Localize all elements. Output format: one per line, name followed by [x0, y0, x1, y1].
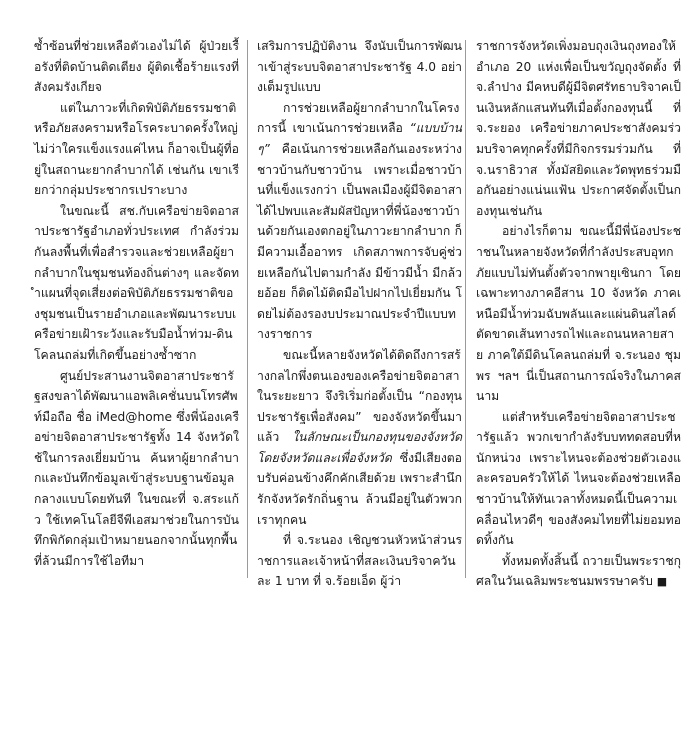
paragraph: ศูนย์ประสานงานจิตอาสาประชารัฐสงขลาได้พัฒนาแอพลิเคชั่นบนโทรศัพท์มือถือ ชื่อ iMed@home ซึ่งพี่น้องเครือข่ายจิตอาสาประชารัฐทั้ง 14 จังหวัดใช้ในการลงเยี่ยมบ้าน ค้นหาผู้ยากลำบากและบันทึกข้อมูลเข้าสู่ระบบฐานข้อมูลกลางแบบโดยทันที ในขณะที่ จ.สระแก้ว ใช้เทคโนโลยีจีพีเอสมาช่วยในการบันทึกพิกัดกลุ่มเป้าหมายนอกจากนั้นทุกพื้นที่ล้วนมีการใช้ไอทีมา — [34, 368, 239, 568]
paragraph — [476, 551, 681, 593]
text-run: ซึ่งมีเสียงตอบรับค่อนข้างคึกคักเสียด้วย เพราะสำนึกรักจังหวัดรักถิ่นฐาน ล้วนมีอยู่ในตัวพวกเราทุกคน — [257, 450, 462, 527]
paragraph: อย่างไรก็ตาม ขณะนี้มีพี่น้องประชาชนในหลายจังหวัดที่กำลังประสบอุทกภัยแบบไม่ทันตั้งตัวจากพายุเซินกา โดยเฉพาะทางภาคอีสาน 10 จังหวัด ภาคเหนือมีน้ำท่วมฉับพลันและแผ่นดินสไลด์ตัดขาดเส้นทางรถไฟและถนนหลายสาย ภาคใต้มีดินโคลนถล่มที่ จ.ระนอง ชุมพร ฯลฯ นี่เป็นสถานการณ์จริงในภาคสนาม — [476, 224, 681, 404]
paragraph — [257, 345, 462, 530]
text-run: ทั้งหมดทั้งสิ้นนี้ ถวายเป็นพระราชกุศลในวันเฉลิมพระชนมพรรษาครับ — [476, 553, 681, 589]
text-run: คือเน้นการช่วยเหลือกันเองระหว่างชาวบ้านกับชาวบ้าน เพราะเมื่อชาวบ้านที่แข็งแรงกว่า เป็นพลเมืองผู้มีจิตอาสา ได้ไปพบและสัมผัสปัญหาที่พี่น้องชาวบ้านด้วยกันเองตกอยู่ในภาวะยากลำบาก ก็มีความเอื้ออาทร เกิดสภาพการจับคู่ช่วยเหลือกันไปตามกำลัง มีข้าวมีน้ำ มีกล้วยอ้อย ก็ติดไม้ติดมือไปฝากไปเยี่ยมกัน โดยไม่ต้องรองบประมาณประจำปีแบบทางราชการ — [257, 141, 462, 342]
emphasis-text: ในลักษณะเป็นกองทุนของจังหวัด โดยจังหวัดและเพื่อจังหวัด — [257, 430, 462, 465]
article-column-2 — [257, 36, 462, 592]
paragraph: แต่สำหรับเครือข่ายจิตอาสาประชารัฐแล้ว พวกเขากำลังรับบททดสอบที่หนักหน่วง เพราะไหนจะต้องช่วยตัวเองและครอบครัวให้ได้ ไหนจะต้องช่วยเหลือชาวบ้านให้ทันเวลาทั้งหมดนี้เป็นความเคลื่อนไหวดีๆ ของสังคมไทยที่ไม่ยอมทอดทิ้งกัน — [476, 409, 681, 548]
paragraph: ที่ จ.ระนอง เชิญชวนหัวหน้าส่วนราชการและเจ้าหน้าที่สละเงินบริจาควันละ 1 บาท ที่ จ.ร้อยเอ็ด ผู้ว่า — [257, 533, 462, 589]
paragraph: แต่ในภาวะที่เกิดพิบัติภัยธรรมชาติหรือภัยสงครามหรือโรคระบาดครั้งใหญ่ ไม่ว่าใครแข็งแรงแค่ไหน ก็อาจเป็นผู้ที่อยู่ในสถานะยากลำบากได้ เช่นกัน เขาเรียกว่ากลุ่มประชากรเปราะบาง — [34, 100, 239, 198]
emphasis-text: “แบบบ้านๆ” — [257, 121, 462, 156]
paragraph: ราชการจังหวัดเพิ่งมอบถุงเงินถุงทองให้อำเภอ 20 แห่งเพื่อเป็นขวัญถุงจัดตั้ง ที่ จ.ลำปาง มีคหบดีผู้มีจิตศรัทธาบริจาคเป็นเงินหลักแสนทันทีเมื่อตั้งกองทุนนี้ ที่ จ.ระยอง เครือข่ายภาคประชาสังคมร่วมบริจาคทุกครั้งที่มีกิจกรรมร่วมกัน ที่ จ.นราธิวาส ทั้งมัสยิดและวัดพุทธร่วมมือกันอย่างแน่นแฟ้น ประกาศจัดตั้งเป็นกองทุนเช่นกัน — [476, 39, 681, 218]
paragraph: ซ้ำซ้อนที่ช่วยเหลือตัวเองไม่ได้ ผู้ป่วยเรื้อรังที่ติดบ้านติดเตียง ผู้ติดเชื้อร้ายแรงที่สังคมรังเกียจ — [34, 39, 239, 95]
article-column-1 — [34, 36, 239, 571]
column-divider-left — [247, 40, 248, 578]
column-divider-right — [465, 40, 466, 578]
paragraph: เสริมการปฏิบัติงาน จึงนับเป็นการพัฒนาเข้าสู่ระบบจิตอาสาประชารัฐ 4.0 อย่างเต็มรูปแบบ — [257, 39, 462, 95]
end-of-article-mark: ■ — [656, 575, 668, 589]
text-run: การช่วยเหลือผู้ยากลำบากในโครงการนี้ เขาเน้นการช่วยเหลือ — [257, 100, 460, 136]
text-run: ขณะนี้หลายจังหวัดได้ติดถึงการสร้างกลไกพึ่งตนเองของเครือข่ายจิตอาสาในระยะยาว จึงริเริ่มก่อตั้งเป็น “กองทุนประชารัฐเพื่อสังคม” ของจังหวัดขึ้นมาแล้ว — [257, 347, 462, 445]
article-column-3 — [476, 36, 681, 593]
paragraph — [257, 98, 462, 345]
paragraph: ในขณะนี้ สช.กับเครือข่ายจิตอาสาประชารัฐอำเภอทั่วประเทศ กำลังร่วมกันลงพื้นที่เพื่อสำรวจและช่วยเหลือผู้ยากลำบากในชุมชนท้องถิ่นต่างๆ และจัดทำแผนที่จุดเสี่ยงต่อพิบัติภัยธรรมชาติของชุมชนเป็นรายอำเภอและพัฒนาระบบเครือข่ายเฝ้าระวังและรับมือน้ำท่วม-ดินโคลนถล่มที่เกิดขึ้นอย่างซ้ำซาก — [34, 203, 239, 362]
